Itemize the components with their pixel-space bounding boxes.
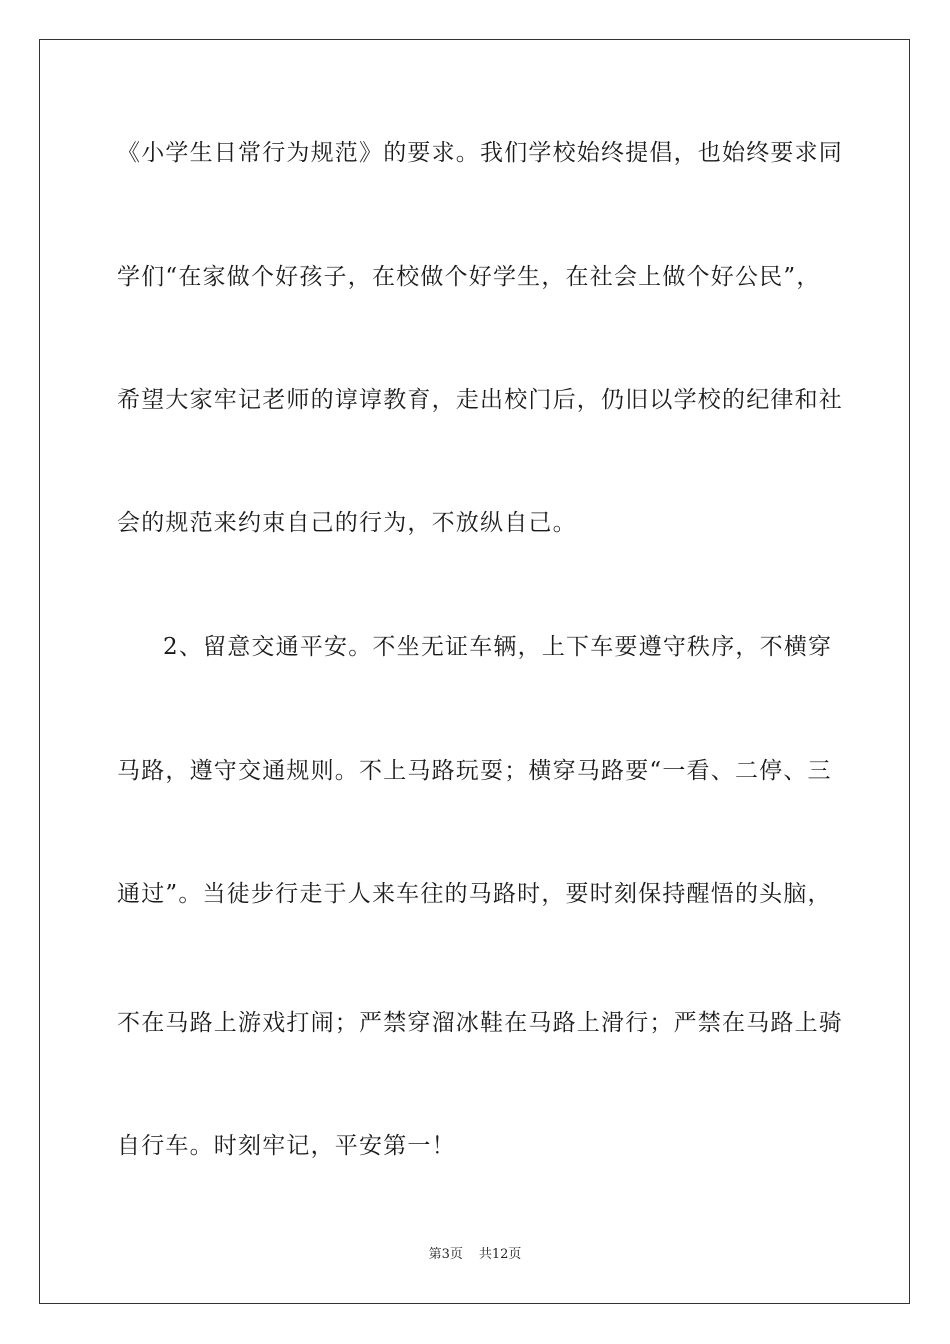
page-footer <box>0 1247 950 1263</box>
page-number: 第3页 <box>428 1247 463 1262</box>
text-line: 自行车。时刻牢记，平安第一！ <box>117 1133 456 1159</box>
page-border <box>39 39 910 1304</box>
text-line: 通过”。当徒步行走于人来车往的马路时，要时刻保持醒悟的头脑， <box>117 881 832 907</box>
text-line: 学们“在家做个好孩子，在校做个好学生，在社会上做个好公民”， <box>117 264 821 290</box>
text-line: 《小学生日常行为规范》的要求。我们学校始终提倡，也始终要求同 <box>117 140 843 166</box>
text-line: 马路，遵守交通规则。不上马路玩耍；横穿马路要“一看、二停、三 <box>117 758 832 784</box>
text-line: 会的规范来约束自己的行为，不放纵自己。 <box>117 510 577 536</box>
page-total: 共12页 <box>478 1247 522 1262</box>
text-line-paragraph-start: 2、留意交通平安。不坐无证车辆，上下车要遵守秩序，不横穿 <box>163 634 833 660</box>
text-line: 希望大家牢记老师的谆谆教育，走出校门后，仍旧以学校的纪律和社 <box>117 387 843 413</box>
text-line: 不在马路上游戏打闹；严禁穿溜冰鞋在马路上滑行；严禁在马路上骑 <box>117 1010 843 1036</box>
